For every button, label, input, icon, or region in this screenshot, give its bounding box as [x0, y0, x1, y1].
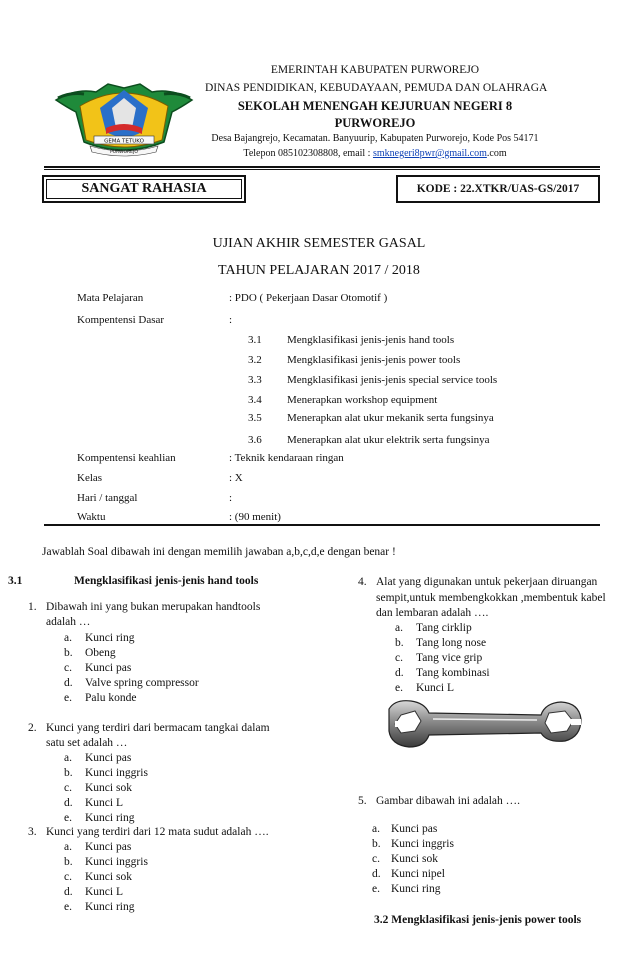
competency-number: 3.5	[248, 412, 262, 424]
question-text: Kunci yang terdiri dari bermacam tangkai dalam	[46, 722, 270, 734]
header-divider	[44, 166, 600, 168]
option-text[interactable]: Obeng	[85, 647, 116, 659]
competency-text: Mengklasifikasi jenis-jenis special service tools	[287, 374, 498, 386]
option-text[interactable]: Kunci ring	[85, 632, 135, 644]
question-number: 4.	[358, 576, 367, 588]
question-text: Alat yang digunakan untuk pekerjaan diruangan	[376, 576, 598, 588]
competency-label: Kompentensi Dasar	[77, 314, 165, 326]
option-letter: b.	[372, 838, 381, 850]
header-government: EMERINTAH KABUPATEN PURWOREJO	[270, 64, 480, 76]
option-text[interactable]: Kunci sok	[85, 782, 132, 794]
option-text[interactable]: Kunci pas	[85, 841, 132, 853]
date-value: :	[229, 492, 233, 504]
section-title: Mengklasifikasi jenis-jenis hand tools	[74, 575, 259, 587]
option-letter: e.	[64, 812, 72, 824]
question-text: Dibawah ini yang bukan merupakan handtools	[46, 601, 261, 613]
option-text[interactable]: Palu konde	[85, 692, 137, 704]
option-letter: c.	[395, 652, 403, 664]
expertise-label: Kompentensi keahlian	[77, 452, 176, 464]
option-letter: e.	[395, 682, 403, 694]
header-contact	[205, 148, 545, 159]
date-label: Hari / tanggal	[77, 492, 138, 504]
competency-text: Mengklasifikasi jenis-jenis power tools	[287, 354, 461, 366]
option-text[interactable]: Kunci inggris	[85, 767, 148, 779]
phone-text: Telepon 085102308808, email :	[243, 148, 373, 159]
expertise-value: : Teknik kendaraan ringan	[229, 452, 344, 464]
question-text: sempit,untuk membengkokkan ,membentuk kabel	[376, 592, 606, 604]
competency-text: Menerapkan workshop equipment	[287, 394, 438, 406]
competency-number: 3.6	[248, 434, 262, 446]
option-letter: e.	[372, 883, 380, 895]
option-letter: a.	[64, 632, 72, 644]
option-letter: e.	[64, 901, 72, 913]
option-text[interactable]: Kunci ring	[85, 812, 135, 824]
competency-number: 3.4	[248, 394, 262, 406]
option-letter: c.	[372, 853, 380, 865]
exam-title: UJIAN AKHIR SEMESTER GASAL	[212, 236, 426, 251]
option-letter: d.	[395, 667, 404, 679]
option-letter: c.	[64, 782, 72, 794]
option-letter: a.	[395, 622, 403, 634]
instruction-text: Jawablah Soal dibawah ini dengan memilih jawaban a,b,c,d,e dengan benar !	[42, 546, 396, 558]
option-text[interactable]: Kunci ring	[85, 901, 135, 913]
option-text[interactable]: Tang vice grip	[416, 652, 483, 664]
option-text[interactable]: Kunci nipel	[391, 868, 445, 880]
option-text[interactable]: Tang long nose	[416, 637, 487, 649]
option-letter: d.	[372, 868, 381, 880]
option-text[interactable]: Kunci pas	[85, 752, 132, 764]
subject-value: : PDO ( Pekerjaan Dasar Otomotif )	[229, 292, 388, 304]
option-text[interactable]: Kunci L	[85, 797, 124, 809]
flare-nut-wrench-image	[385, 697, 585, 758]
question-text: adalah …	[46, 616, 91, 628]
option-text[interactable]: Kunci sok	[85, 871, 132, 883]
subject-label: Mata Pelajaran	[77, 292, 144, 304]
email-link[interactable]: smknegeri8pwr@gmail.com	[372, 148, 487, 159]
code-label: KODE : 22.XTKR/UAS-GS/2017	[416, 183, 580, 195]
secret-badge	[42, 175, 246, 203]
option-letter: b.	[64, 647, 73, 659]
option-text[interactable]: Tang kombinasi	[416, 667, 490, 679]
option-letter: c.	[64, 871, 72, 883]
option-letter: a.	[64, 841, 72, 853]
option-text[interactable]: Kunci L	[416, 682, 455, 694]
header-school: SEKOLAH MENENGAH KEJURUAN NEGERI 8	[237, 99, 513, 113]
header-address: Desa Bajangrejo, Kecamatan. Banyuurip, Kabupaten Purworejo, Kode Pos 54171	[211, 133, 539, 144]
option-letter: d.	[64, 797, 73, 809]
class-label: Kelas	[77, 472, 103, 484]
logo-motto: GEMA TETUKO	[104, 138, 144, 145]
option-text[interactable]: Kunci ring	[391, 883, 441, 895]
header-divider-thin	[44, 169, 600, 170]
secret-label: SANGAT RAHASIA	[81, 181, 207, 196]
competency-text: Mengklasifikasi jenis-jenis hand tools	[287, 334, 455, 346]
exam-year: TAHUN PELAJARAN 2017 / 2018	[218, 263, 420, 278]
duration-label: Waktu	[77, 511, 106, 523]
option-text[interactable]: Kunci sok	[391, 853, 438, 865]
regency-logo	[50, 62, 198, 158]
competency-colon: :	[229, 314, 233, 326]
question-text: satu set adalah …	[46, 737, 128, 749]
question-number: 1.	[28, 601, 37, 613]
option-letter: b.	[64, 856, 73, 868]
section-2-title: 3.2 Mengklasifikasi jenis-jenis power tools	[374, 914, 582, 926]
header-city: PURWOREJO	[334, 116, 416, 130]
option-letter: b.	[395, 637, 404, 649]
question-text: Kunci yang terdiri dari 12 mata sudut adalah ….	[46, 826, 269, 838]
option-letter: b.	[64, 767, 73, 779]
question-text: Gambar dibawah ini adalah ….	[376, 795, 521, 807]
competency-number: 3.2	[248, 354, 262, 366]
option-text[interactable]: Kunci pas	[85, 662, 132, 674]
class-value: : X	[229, 472, 243, 484]
header-department: DINAS PENDIDIKAN, KEBUDAYAAN, PEMUDA DAN OLAHRAGA	[205, 82, 548, 94]
option-letter: d.	[64, 886, 73, 898]
option-letter: a.	[64, 752, 72, 764]
competency-number: 3.3	[248, 374, 262, 386]
question-text: dan lembaran adalah ….	[376, 607, 489, 619]
option-text[interactable]: Kunci inggris	[85, 856, 148, 868]
option-letter: c.	[64, 662, 72, 674]
competency-number: 3.1	[248, 334, 262, 346]
competency-text: Menerapkan alat ukur mekanik serta fungsinya	[287, 412, 494, 424]
option-letter: d.	[64, 677, 73, 689]
option-letter: a.	[372, 823, 380, 835]
duration-value: : (90 menit)	[229, 511, 281, 523]
question-number: 5.	[358, 795, 367, 807]
code-badge	[396, 175, 600, 203]
option-text[interactable]: Valve spring compressor	[85, 677, 199, 689]
logo-ribbon: PURWOREJO	[110, 150, 138, 155]
option-text[interactable]: Kunci inggris	[391, 838, 454, 850]
question-number: 2.	[28, 722, 37, 734]
competency-text: Menerapkan alat ukur elektrik serta fungsinya	[287, 434, 490, 446]
question-number: 3.	[28, 826, 37, 838]
option-letter: e.	[64, 692, 72, 704]
option-text[interactable]: Kunci L	[85, 886, 124, 898]
option-text[interactable]: Kunci pas	[391, 823, 438, 835]
option-text[interactable]: Tang cirklip	[416, 622, 472, 634]
section-number: 3.1	[8, 575, 23, 587]
email-suffix: .com	[486, 148, 507, 159]
info-divider	[44, 524, 600, 526]
